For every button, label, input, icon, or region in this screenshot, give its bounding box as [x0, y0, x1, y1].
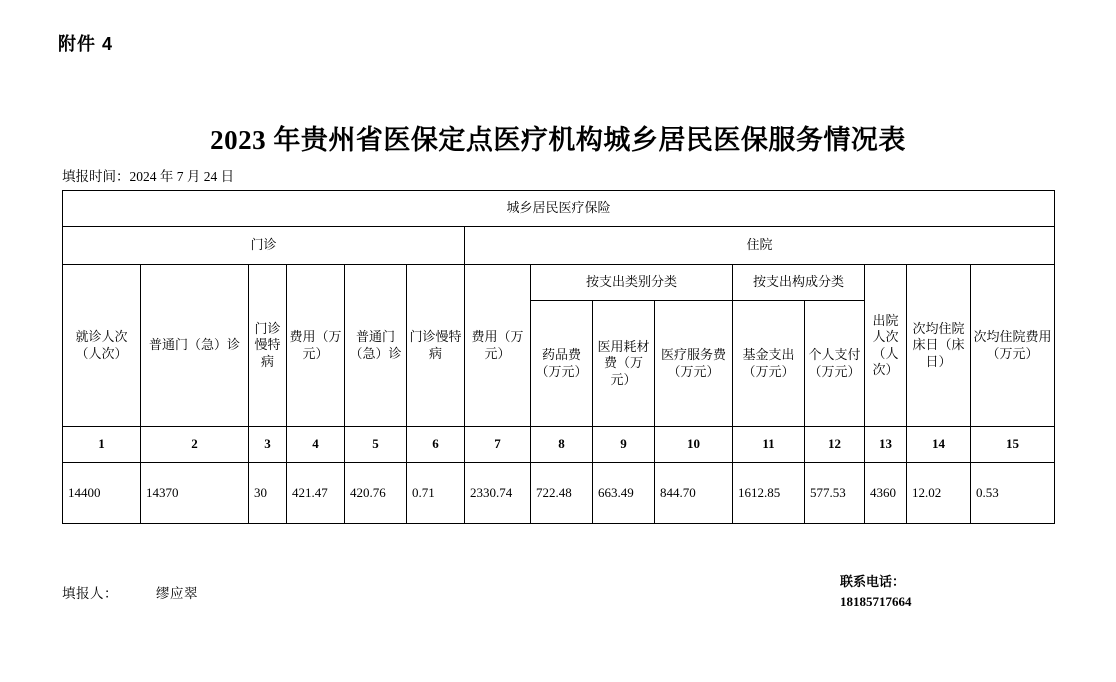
column-number: 12 — [805, 427, 865, 463]
fill-date: 填报时间：2024 年 7 月 24 日 — [62, 169, 235, 184]
table-cell-value: 12.02 — [907, 463, 971, 524]
footer-contact-label: 联系电话： — [840, 574, 906, 589]
header-cell-chronic-outpatient-expense: 门诊慢特病 — [407, 265, 465, 427]
column-number: 10 — [655, 427, 733, 463]
table-cell-value: 4360 — [865, 463, 907, 524]
column-number: 5 — [345, 427, 407, 463]
table-cell-value: 1612.85 — [733, 463, 805, 524]
footer-filler — [62, 582, 198, 602]
data-table — [62, 190, 1055, 524]
table-cell-value: 0.53 — [971, 463, 1055, 524]
table-cell-value: 14400 — [63, 463, 141, 524]
column-number: 9 — [593, 427, 655, 463]
column-number: 8 — [531, 427, 593, 463]
table-row-top-header — [63, 191, 1055, 227]
page-title: 2023 年贵州省医保定点医疗机构城乡居民医保服务情况表 — [210, 125, 906, 155]
header-cell-discharges: 出院人次（人次） — [865, 265, 907, 427]
column-number: 3 — [249, 427, 287, 463]
footer-filler-name: 缪应翠 — [156, 586, 198, 601]
header-cell-consumable-expense: 医用耗材费（万元） — [593, 301, 655, 427]
table-cell-value: 0.71 — [407, 463, 465, 524]
table-cell-value: 30 — [249, 463, 287, 524]
header-cell-general-outpatient-expense: 普通门（急）诊 — [345, 265, 407, 427]
table-cell-value: 420.76 — [345, 463, 407, 524]
header-cell-fund-expense: 基金支出（万元） — [733, 301, 805, 427]
table-cell-value: 2330.74 — [465, 463, 531, 524]
footer-filler-label: 填报人： — [62, 586, 118, 601]
column-number: 13 — [865, 427, 907, 463]
footer-contact-number: 18185717664 — [840, 593, 912, 609]
header-cell-chronic-outpatient: 门诊慢特病 — [249, 265, 287, 427]
attachment-label: 附件 4 — [58, 34, 114, 54]
table-row-sections — [63, 227, 1055, 265]
table-row-groups — [63, 265, 1055, 301]
header-cell-avg-bed-days: 次均住院床日（床日） — [907, 265, 971, 427]
header-cell-personal-payment: 个人支付（万元） — [805, 301, 865, 427]
table-cell-value: 663.49 — [593, 463, 655, 524]
header-cell-inpatient-expense: 费用（万元） — [465, 265, 531, 427]
header-cell-service-expense: 医疗服务费（万元） — [655, 301, 733, 427]
column-number: 11 — [733, 427, 805, 463]
table-cell-value: 722.48 — [531, 463, 593, 524]
header-cell-drug-expense: 药品费（万元） — [531, 301, 593, 427]
header-cell-avg-inpatient-expense: 次均住院费用（万元） — [971, 265, 1055, 427]
table-cell-value: 577.53 — [805, 463, 865, 524]
header-cell-visits: 就诊人次（人次） — [63, 265, 141, 427]
table-cell-value: 844.70 — [655, 463, 733, 524]
header-cell-general-outpatient: 普通门（急）诊 — [141, 265, 249, 427]
column-number: 2 — [141, 427, 249, 463]
table-row-numbering — [63, 427, 1055, 463]
column-number: 1 — [63, 427, 141, 463]
table-row — [63, 463, 1055, 524]
header-cell-group-expense-type: 按支出类别分类 — [531, 265, 733, 301]
footer-contact — [840, 572, 912, 611]
table-cell-value: 14370 — [141, 463, 249, 524]
header-cell-inpatient: 住院 — [465, 227, 1055, 265]
column-number: 14 — [907, 427, 971, 463]
column-number: 4 — [287, 427, 345, 463]
header-cell-outpatient-expense: 费用（万元） — [287, 265, 345, 427]
column-number: 6 — [407, 427, 465, 463]
header-cell-top: 城乡居民医疗保险 — [63, 191, 1055, 227]
header-cell-outpatient: 门诊 — [63, 227, 465, 265]
column-number: 15 — [971, 427, 1055, 463]
header-cell-group-expense-structure: 按支出构成分类 — [733, 265, 865, 301]
table-cell-value: 421.47 — [287, 463, 345, 524]
column-number: 7 — [465, 427, 531, 463]
